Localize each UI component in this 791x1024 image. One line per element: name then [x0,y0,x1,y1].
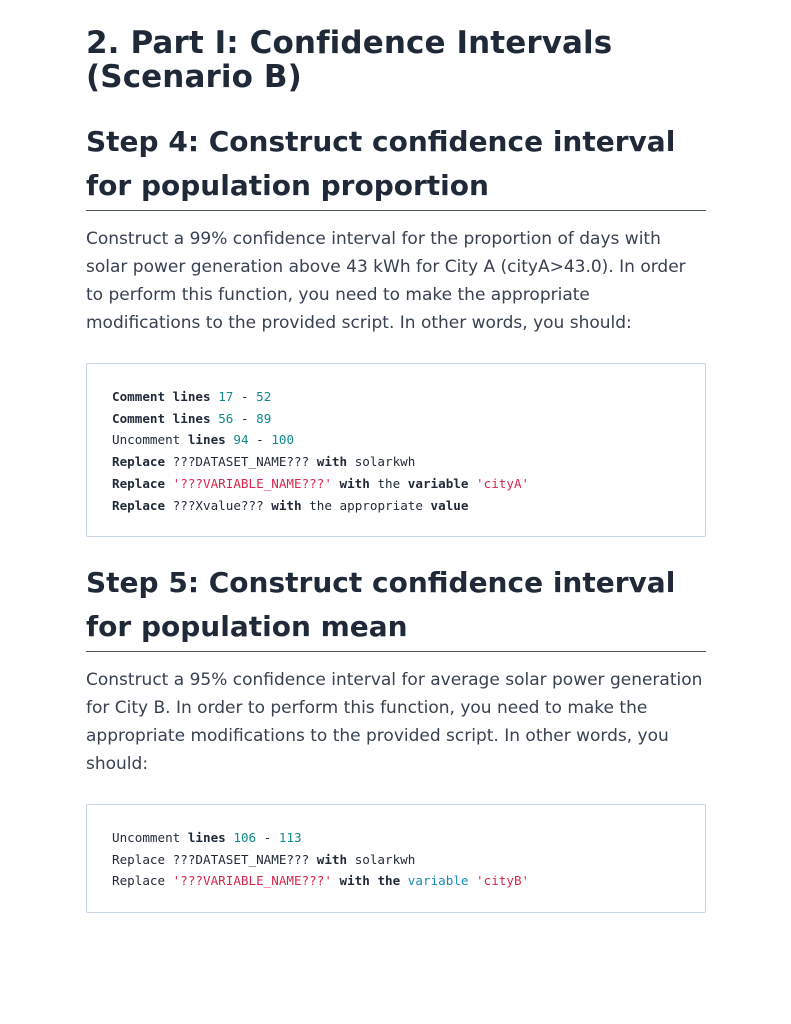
code-token: with [316,454,348,470]
code-token: solarkwh [354,454,416,470]
code-line [112,870,681,892]
code-line [112,495,681,517]
code-line [112,451,681,473]
code-token: Uncomment [112,432,181,448]
code-token: - [240,410,249,426]
code-token: 52 [256,389,272,404]
code-token: lines [172,410,211,426]
step5-heading: Step 5: Construct confidence interval for population mean [86,566,676,643]
step4-section [86,120,706,537]
step4-heading-rule [86,210,706,211]
code-token: with [271,497,302,513]
code-token: the [309,497,332,513]
code-token: Replace [112,873,166,889]
code-line [112,408,681,430]
code-token: ???DATASET_NAME??? [172,851,310,867]
code-token: 56 [218,410,234,426]
code-token: ???Xvalue??? [172,497,264,513]
code-token: - [263,830,272,845]
code-token: value [430,497,469,513]
code-token: ???DATASET_NAME??? [172,454,310,470]
code-token: Replace [112,497,166,513]
code-token: the [377,475,401,491]
code-line [112,429,681,451]
step5-heading-rule [86,651,706,652]
content [86,26,706,913]
code-token: 89 [256,410,272,426]
code-line [112,473,681,495]
code-token: 'cityA' [476,475,530,491]
code-token: with [316,851,348,867]
code-token: Comment [112,410,166,426]
code-line [112,849,681,871]
code-token: with [339,475,370,491]
code-token: Replace [112,851,166,867]
code-token: 100 [271,432,295,448]
code-token: the [377,873,401,889]
step5-description: Construct a 95% confidence interval for average solar power generation for City B. In order to perform this function, you need to make the appropriate modifications to the provided script. In other words, you should: [86,670,703,774]
code-line [112,386,681,408]
code-token: 113 [278,830,302,845]
code-token: lines [187,830,226,845]
code-token: 17 [218,389,234,404]
code-token: 'cityB' [476,873,530,889]
code-token: '???VARIABLE_NAME???' [172,475,332,491]
code-token: variable [407,475,469,491]
code-token: lines [172,389,211,404]
code-line [112,827,681,849]
code-token: 94 [233,432,249,448]
code-token: variable [407,873,469,889]
code-token: Comment [112,389,166,404]
code-token: Uncomment [112,830,181,845]
step5-code-block [86,804,706,913]
code-token: solarkwh [354,851,416,867]
step4-description: Construct a 99% confidence interval for the proportion of days with solar power generation above 43 kWh for City A (cityA>43.0). In order to perform this function, you need to make the appropriate modifications to the provided script. In other words, you should: [86,229,686,333]
code-token: Replace [112,454,166,470]
code-token: Replace [112,475,166,491]
code-token: with [339,873,370,889]
code-token: appropriate [339,497,423,513]
step4-code-block [86,363,706,537]
code-token: - [240,389,249,404]
step4-heading: Step 4: Construct confidence interval for population proportion [86,125,676,202]
part-title: 2. Part I: Confidence Intervals (Scenario B) [86,25,613,95]
code-token: - [256,432,264,448]
code-token: '???VARIABLE_NAME???' [172,873,332,889]
step5-section [86,561,706,913]
code-token: 106 [233,830,257,845]
code-token: lines [187,432,226,448]
